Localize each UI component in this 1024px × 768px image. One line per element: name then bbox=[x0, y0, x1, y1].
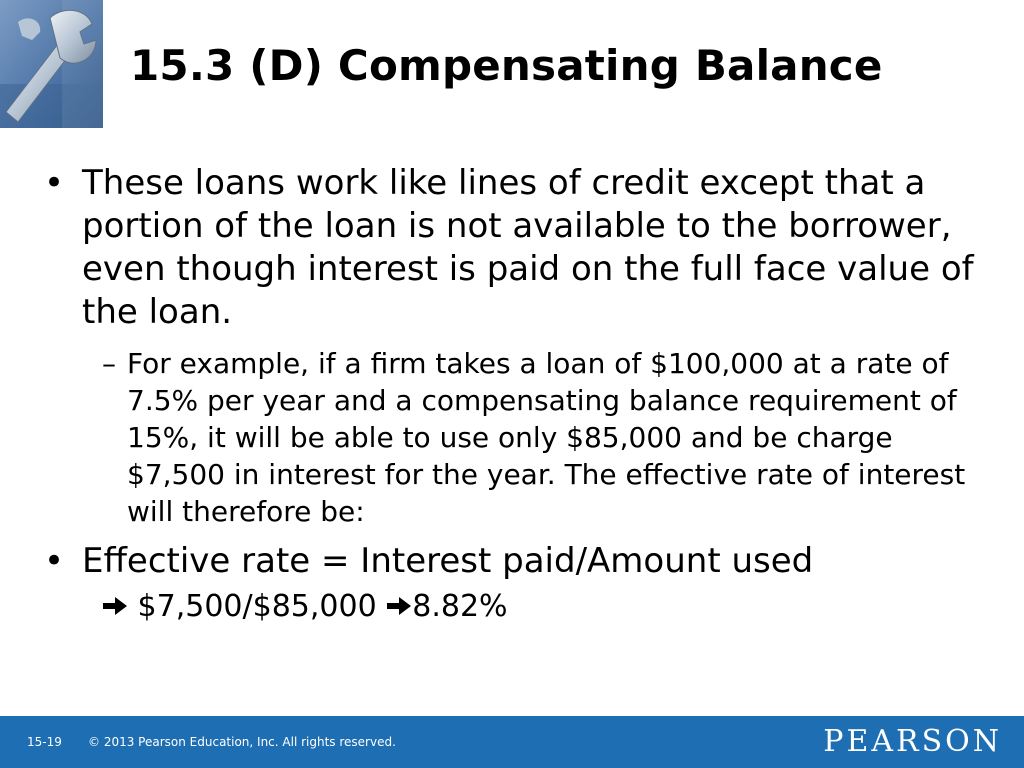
sub-bullet-item bbox=[102, 345, 984, 530]
calculation-result: 8.82% bbox=[412, 589, 508, 624]
copyright-text: © 2013 Pearson Education, Inc. All rights reserved. bbox=[88, 735, 396, 749]
footer-bar bbox=[0, 716, 1024, 768]
bullet-item bbox=[44, 162, 984, 334]
wrench-icon bbox=[0, 0, 103, 128]
calculation-fraction: $7,500/$85,000 bbox=[137, 589, 377, 624]
bullet-text: These loans work like lines of credit except that a portion of the loan is not available to the borrower, even though interest is paid on the full face value of the loan. bbox=[82, 163, 974, 332]
sub-bullet-text: For example, if a firm takes a loan of $100,000 at a rate of 7.5% per year and a compensating balance requirement of 15%, it will be able to use only $85,000 and be charge $7,500 in interest for the year. The effective rate of interest will therefore be: bbox=[127, 347, 966, 528]
slide-number: 15-19 bbox=[27, 735, 62, 749]
bullet-text: Effective rate = Interest paid/Amount used bbox=[82, 541, 814, 581]
brand-logo: PEARSON bbox=[823, 724, 1002, 759]
bullet-item bbox=[44, 540, 984, 583]
arrow-right-icon bbox=[386, 595, 412, 617]
arrow-right-icon bbox=[102, 595, 128, 617]
bullet-marker: • bbox=[44, 541, 65, 581]
slide-title: 15.3 (D) Compensating Balance bbox=[130, 41, 883, 90]
bullet-marker: • bbox=[44, 163, 65, 203]
sub-bullet-marker: – bbox=[102, 347, 116, 380]
slide-body bbox=[44, 162, 984, 627]
calculation-line bbox=[102, 587, 984, 627]
